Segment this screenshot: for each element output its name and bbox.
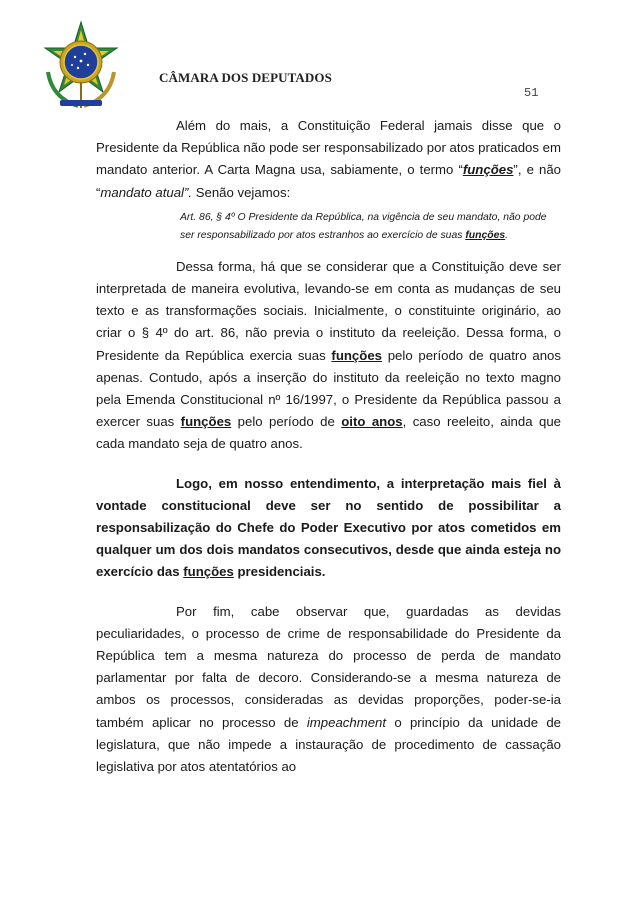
text-run: Dessa forma, há que se considerar que a Constituição deve ser interpretada de maneira evolutiva, levando-se em conta as mudanças de seu texto e as transformações sociais. Inicialmente, o constituinte originário, ao criar o § 4º do art. 86, não previa o instituto da reeleição. Dessa forma, o Presidente da República exercia suas (96, 258, 561, 363)
organization-name: CÂMARA DOS DEPUTADOS (159, 70, 332, 85)
emphasis-funcoes: funções (465, 230, 506, 242)
page-number: 51 (524, 86, 539, 100)
emphasis-mandato-atual: mandato atual”. (100, 184, 193, 200)
text-run: pelo período de quatro anos apenas. Contudo, após a inserção do instituto da reeleição no texto magno pela Emenda Constitucional nº 16/1997, o Presidente da República passou a exercer suas (96, 347, 561, 430)
body-text (96, 115, 561, 778)
spacer (96, 456, 561, 473)
paragraph-1 (96, 115, 561, 204)
text-run: . (505, 230, 509, 242)
text-run: Senão vejamos: (192, 184, 291, 200)
emphasis-funcoes: funções (462, 162, 514, 178)
emphasis-impeachment: impeachment (306, 714, 387, 730)
paragraph-4 (96, 601, 561, 779)
legal-quote (180, 209, 561, 246)
text-run: o princípio da unidade de legislatura, que não impede a instauração de procedimento de cassação legislativa por atos atentatórios ao (96, 714, 561, 775)
text-run: pelo período de (231, 414, 342, 430)
emphasis-funcoes: funções (331, 347, 382, 363)
emphasis-funcoes: funções (180, 414, 232, 430)
text-run: Por fim, cabe observar que, guardadas as devidas peculiaridades, o processo de crime de responsabilidade do Presidente da República tem a mesma natureza do processo de perda de mandato parlamentar por falta de decoro. Considerando-se a mesma natureza de ambos os processos, consideradas as devidas proporções, poder-se-ia também aplicar no processo de (96, 603, 561, 730)
text-run: presidenciais. (233, 564, 326, 580)
spacer (96, 584, 561, 601)
paragraph-2 (96, 256, 561, 456)
spacer (96, 246, 561, 256)
text-run: ”, e não “ (96, 162, 561, 200)
text-run: Art. 86, § 4º O Presidente da República, na vigência de seu mandato, não pode ser responsabilizado por atos estranhos ao exercício de suas (180, 211, 547, 242)
brazil-coat-of-arms-icon (38, 20, 124, 112)
text-run: , caso reeleito, ainda que cada mandato seja de quatro anos. (96, 414, 561, 452)
emphasis-oito-anos: oito anos (341, 414, 403, 430)
text-run: Logo, em nosso entendimento, a interpretação mais fiel à vontade constitucional deve ser no sentido de possibilitar a responsabilização do Chefe do Poder Executivo por atos cometidos em qualquer um dos dois mandatos consecutivos, desde que ainda esteja no exercício das (96, 475, 561, 580)
paragraph-3 (96, 473, 561, 584)
text-run: Além do mais, a Constituição Federal jamais disse que o Presidente da República não pode ser responsabilizado por atos praticados em mandato anterior. A Carta Magna usa, sabiamente, o termo “ (96, 118, 561, 178)
emphasis-funcoes: funções (183, 564, 234, 580)
